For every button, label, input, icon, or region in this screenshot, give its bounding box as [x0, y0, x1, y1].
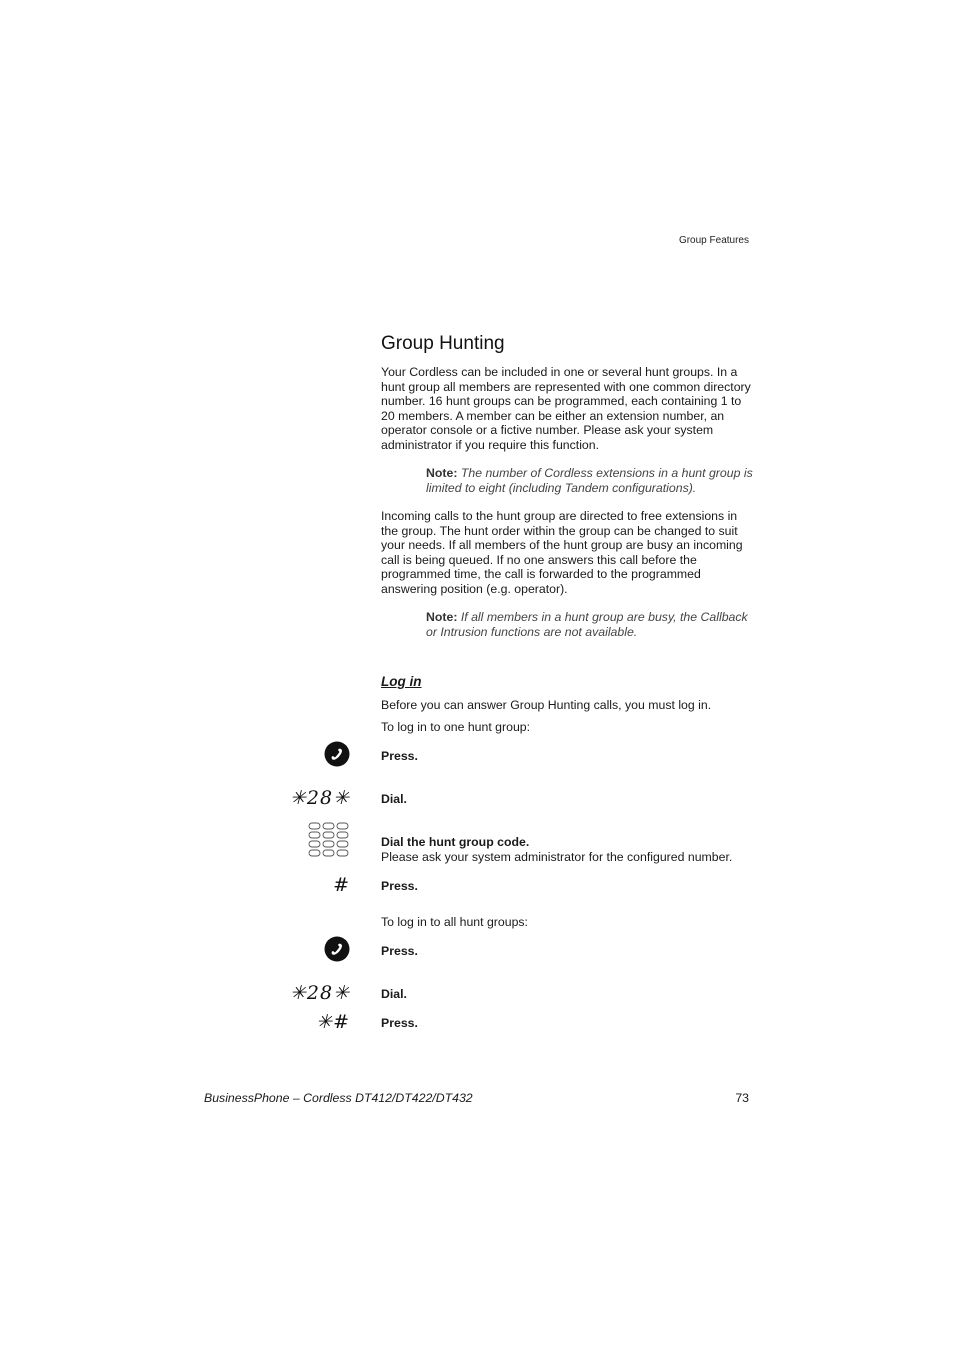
- step-icon-cell: [324, 938, 350, 964]
- note-text: If all members in a hunt group are busy, the Callback or Intrusion functions are not available.: [426, 610, 748, 639]
- step-action: Press.: [381, 944, 418, 958]
- keypad-icon: [308, 822, 350, 863]
- step-icon-cell: [324, 743, 350, 769]
- step-action: Press.: [381, 1016, 418, 1030]
- step-action: Dial the hunt group code. Please ask your system administrator for the configured number.: [381, 835, 733, 864]
- login-one-group-label: To log in to one hunt group:: [381, 720, 531, 734]
- handset-icon: [324, 936, 350, 967]
- note-label: Note:: [426, 466, 458, 480]
- page-title: Group Hunting: [381, 333, 505, 354]
- step-action: Press.: [381, 879, 418, 893]
- dial-code: ✳28✳: [289, 787, 350, 809]
- handset-icon: [324, 741, 350, 772]
- footer-product: BusinessPhone – Cordless DT412/DT422/DT432: [204, 1091, 473, 1105]
- intro-paragraph: Your Cordless can be included in one or several hunt groups. In a hunt group all members are represented with one common directory number. 16 hunt groups can be programmed, each containing 1 to 20 members. A member can be either an extension number, an operator console or a fictive number. Please ask your system administrator if you require this function.: [381, 365, 751, 452]
- step-detail: Please ask your system administrator for the configured number.: [381, 850, 733, 864]
- step-action: Press.: [381, 749, 418, 763]
- section-title-log-in: Log in: [381, 674, 422, 689]
- dial-code: ✳28✳: [289, 982, 350, 1004]
- step-action: Dial.: [381, 987, 407, 1001]
- running-header: Group Features: [678, 235, 749, 246]
- dial-code: ✳#: [316, 1011, 350, 1033]
- login-all-groups-label: To log in to all hunt groups:: [381, 915, 528, 929]
- note-busy-members: [426, 610, 754, 639]
- note-text: The number of Cordless extensions in a hunt group is limited to eight (including Tandem configurations).: [426, 466, 753, 495]
- step-icon-cell: [333, 873, 350, 897]
- dial-code: #: [333, 874, 350, 896]
- note-label: Note:: [426, 610, 458, 624]
- incoming-calls-paragraph: Incoming calls to the hunt group are directed to free extensions in the group. The hunt order within the group can be changed to suit your needs. If all members of the hunt group are busy an incoming call is being queued. If no one answers this call before the programmed time, the call is forwarded to the programmed answering position (e.g. operator).: [381, 509, 743, 596]
- step-icon-cell: [290, 981, 350, 1005]
- step-icon-cell: [316, 1010, 350, 1034]
- footer-page-number: 73: [735, 1091, 749, 1105]
- step-icon-cell: [308, 824, 350, 860]
- login-intro: Before you can answer Group Hunting calls, you must log in.: [381, 698, 712, 712]
- note-hunt-group-limit: [426, 466, 754, 495]
- step-action: Dial.: [381, 792, 407, 806]
- step-icon-cell: [290, 786, 350, 810]
